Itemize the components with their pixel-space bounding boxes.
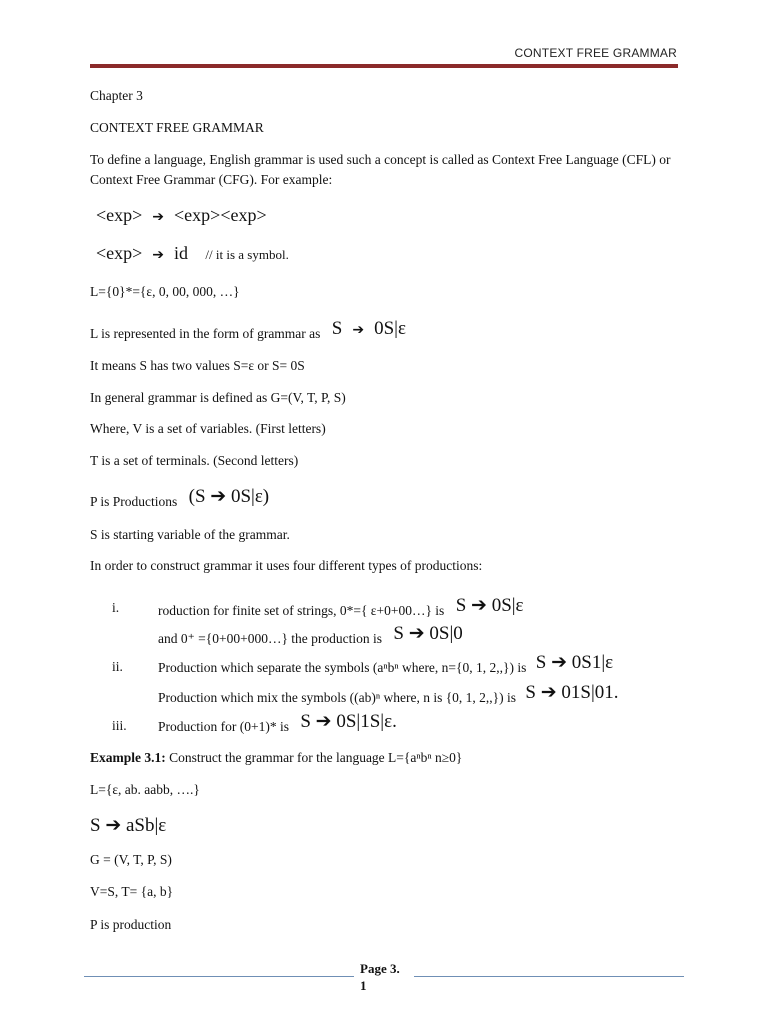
grammar-rhs: 0S|ε	[374, 318, 406, 339]
production-line: P is production	[90, 917, 172, 932]
general-definition: In general grammar is defined as G=(V, T, P, S)	[90, 390, 346, 405]
intro-paragraph: To define a language, English grammar is used such a concept is called as Context Free Language (CFL) or Context Free Grammar (CFG). For example:	[90, 152, 671, 187]
list-item-text: Production which mix the symbols ((ab)ⁿ where, n is {0, 1, 2,,}) is	[158, 690, 517, 705]
list-item-text: Production which separate the symbols (aⁿbⁿ where, n={0, 1, 2,,}) is	[158, 660, 527, 675]
rule1-left: <exp>	[96, 205, 143, 225]
language-definition: L={0}*={ε, 0, 00, 000, …}	[90, 284, 240, 299]
list-item	[158, 594, 524, 619]
example-label: Example 3.1:	[90, 750, 166, 765]
list-number: iii.	[112, 718, 127, 733]
running-header: CONTEXT FREE GRAMMAR	[514, 46, 677, 60]
footer-rule-right	[414, 976, 684, 977]
chapter-label: Chapter 3	[90, 88, 143, 103]
rule2-left: <exp>	[96, 243, 143, 263]
productions-line	[90, 485, 269, 510]
list-item-formula: S ➔ 0S|0	[393, 623, 463, 644]
arrow-icon: ➔	[352, 322, 365, 338]
arrow-icon: ➔	[152, 247, 165, 263]
production-rule-1	[96, 205, 267, 226]
footer-rule-left	[84, 976, 354, 977]
page-number	[360, 960, 400, 994]
list-item-formula: S ➔ 0S|ε	[455, 595, 524, 616]
list-item-text: and 0⁺ ={0+00+000…} the production is	[158, 631, 383, 646]
grammar-s: S	[331, 318, 343, 339]
example-language: L={ε, ab. aabb, ….}	[90, 782, 200, 797]
productions-formula: (S ➔ 0S|ε)	[188, 486, 270, 507]
vt-line: V=S, T= {a, b}	[90, 884, 174, 899]
example-line	[90, 750, 462, 766]
rule1-right: <exp><exp>	[174, 205, 267, 225]
list-item	[158, 681, 619, 706]
arrow-icon: ➔	[152, 209, 165, 225]
grammar-tuple: G = (V, T, P, S)	[90, 852, 172, 867]
list-number: i.	[112, 600, 120, 615]
list-item-text: Production for (0+1)* is	[158, 719, 289, 734]
list-item-formula: S ➔ 0S1|ε	[535, 652, 614, 673]
list-item-formula: S ➔ 01S|01.	[525, 682, 619, 703]
list-item	[158, 622, 463, 647]
grammar-representation-line	[90, 318, 406, 342]
production-rule-2	[96, 243, 289, 264]
variables-line: Where, V is a set of variables. (First letters)	[90, 421, 326, 436]
productions-text: P is Productions	[90, 494, 178, 509]
header-rule	[90, 64, 678, 68]
rule2-comment: // it is a symbol.	[205, 247, 289, 262]
example-text: Construct the grammar for the language L={aⁿbⁿ n≥0}	[165, 750, 463, 765]
page-label: Page 3.	[360, 961, 400, 976]
example-formula: S ➔ aSb|ε	[90, 815, 167, 836]
list-item-formula: S ➔ 0S|1S|ε.	[300, 711, 397, 732]
means-line: It means S has two values S=ε or S= 0S	[90, 358, 305, 373]
list-item	[158, 651, 613, 676]
page-sub: 1	[360, 978, 367, 993]
list-item	[158, 710, 397, 735]
section-heading: CONTEXT FREE GRAMMAR	[90, 120, 264, 135]
start-variable-line: S is starting variable of the grammar.	[90, 527, 290, 542]
representation-text: L is represented in the form of grammar as	[90, 326, 321, 341]
construct-line: In order to construct grammar it uses four different types of productions:	[90, 558, 483, 573]
rule2-right: id	[174, 243, 189, 263]
list-number: ii.	[112, 659, 123, 674]
terminals-line: T is a set of terminals. (Second letters)	[90, 453, 299, 468]
list-item-text: roduction for finite set of strings, 0*={ ε+0+00…} is	[158, 603, 445, 618]
